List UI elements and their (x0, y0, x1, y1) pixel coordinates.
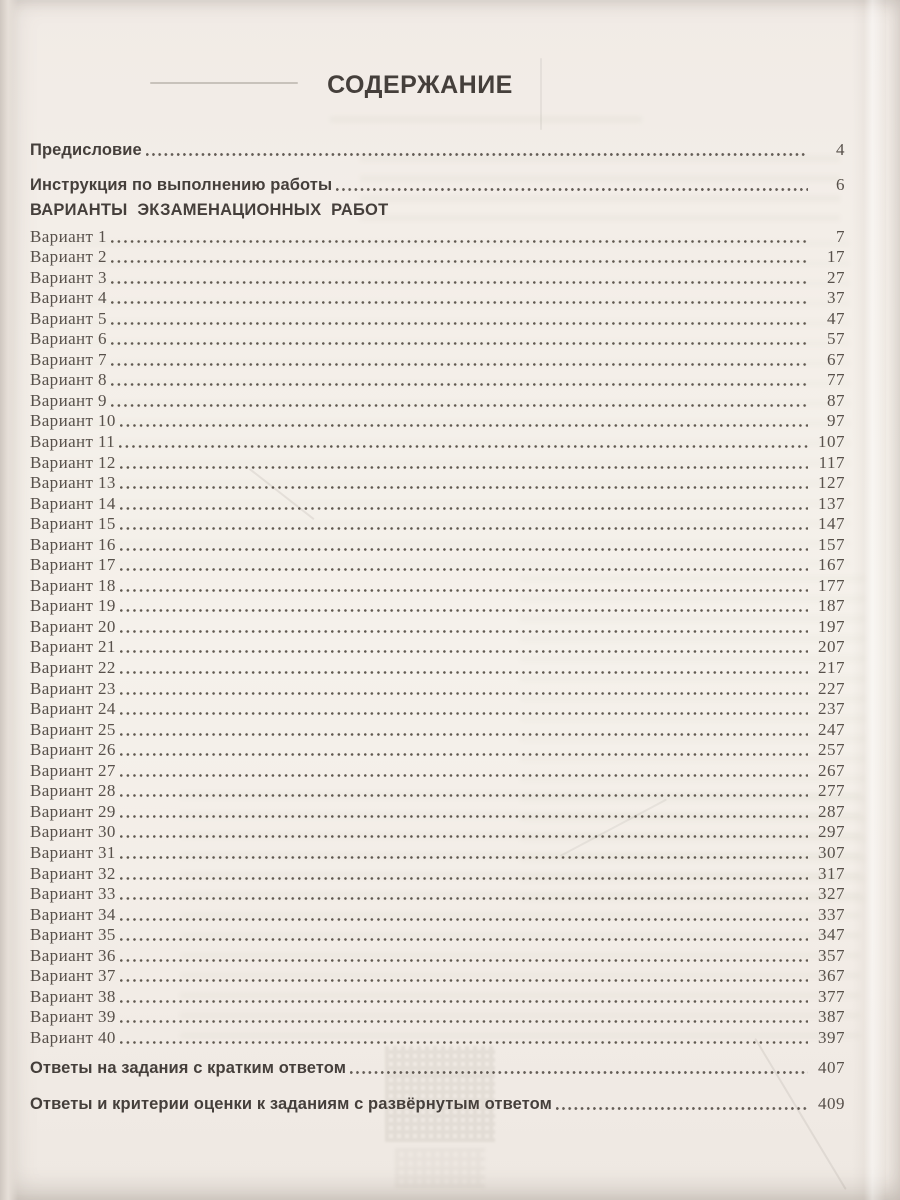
toc-row (30, 657, 845, 678)
toc-entry-label: Вариант 11 (30, 432, 116, 452)
toc-row (30, 678, 845, 699)
dot-leader (120, 692, 808, 695)
toc-entry-label: Вариант 5 (30, 308, 107, 328)
toc-entry-label: Ответы и критерии оценки к заданиям с развёрнутым ответом (30, 1095, 552, 1113)
toc-page-number: 347 (818, 925, 845, 945)
toc-row (30, 555, 845, 576)
toc-entry-label: Вариант 38 (30, 986, 116, 1006)
toc-row (30, 431, 845, 452)
toc-entry-label: Вариант 2 (30, 247, 107, 267)
toc-answers-section (30, 1057, 845, 1129)
toc-entry-label: Вариант 23 (30, 678, 116, 698)
toc-entry-label: Вариант 25 (30, 719, 116, 739)
bleed-through-qr-code (395, 1148, 485, 1188)
toc-page-number: 237 (818, 699, 845, 719)
toc-page-number: 367 (818, 966, 845, 986)
toc-entry-label: Предисловие (30, 141, 142, 159)
toc-row (30, 1027, 845, 1048)
toc-page-number: 37 (827, 288, 845, 308)
toc-row (30, 925, 845, 946)
toc-row (30, 801, 845, 822)
toc-entry-label: Вариант 39 (30, 1007, 116, 1027)
dot-leader (120, 486, 808, 489)
toc-page-number: 7 (836, 226, 845, 246)
dot-leader (120, 979, 808, 982)
dot-leader (111, 281, 808, 284)
toc-page-number: 67 (827, 349, 845, 369)
dot-leader (556, 1107, 808, 1110)
toc-entry-label: Вариант 6 (30, 329, 107, 349)
toc-entry-label: Вариант 18 (30, 575, 116, 595)
dot-leader (120, 609, 808, 612)
dot-leader (120, 794, 808, 797)
dot-leader (111, 363, 808, 366)
toc-page-number: 317 (818, 863, 845, 883)
toc-entry-label: Вариант 33 (30, 884, 116, 904)
toc-entry-label: Вариант 7 (30, 349, 107, 369)
toc-entry-label: Вариант 19 (30, 596, 116, 616)
toc-entry-label: Вариант 28 (30, 781, 116, 801)
toc-row (30, 329, 845, 350)
toc-page-number: 247 (818, 719, 845, 739)
toc-page-number: 307 (818, 842, 845, 862)
toc-front-section (30, 139, 845, 209)
toc-page-number: 117 (818, 452, 845, 472)
dot-leader (120, 630, 808, 633)
toc-entry-label: Вариант 35 (30, 925, 116, 945)
dot-leader (111, 404, 808, 407)
toc-page-number: 357 (818, 945, 845, 965)
toc-row (30, 945, 845, 966)
dot-leader (120, 589, 808, 592)
toc-entry-label: Вариант 32 (30, 863, 116, 883)
toc-page-number: 377 (818, 986, 845, 1006)
toc-row (30, 1057, 845, 1078)
toc-row (30, 308, 845, 329)
toc-entry-label: Вариант 10 (30, 411, 116, 431)
dot-leader (120, 835, 808, 838)
toc-entry-label: Вариант 34 (30, 904, 116, 924)
toc-row (30, 534, 845, 555)
toc-page-number: 137 (818, 493, 845, 513)
toc-page-number: 167 (818, 555, 845, 575)
toc-row (30, 514, 845, 535)
toc-page-number: 217 (818, 658, 845, 678)
toc-row (30, 904, 845, 925)
dot-leader (111, 301, 808, 304)
toc-entry-label: Вариант 29 (30, 801, 116, 821)
toc-entry-label: Ответы на задания с кратким ответом (30, 1059, 347, 1077)
toc-row (30, 452, 845, 473)
toc-entry-label: Вариант 9 (30, 390, 107, 410)
toc-row (30, 1007, 845, 1028)
toc-page-number: 57 (827, 329, 845, 349)
toc-page-number: 4 (836, 140, 845, 159)
dot-leader (120, 527, 808, 530)
dot-leader (111, 260, 808, 263)
toc-row (30, 370, 845, 391)
toc-page-number: 207 (818, 637, 845, 657)
toc-entry-label: Вариант 24 (30, 699, 116, 719)
toc-entry-label: Вариант 13 (30, 473, 116, 493)
dot-leader (111, 342, 808, 345)
toc-entry-label: Вариант 36 (30, 945, 116, 965)
dot-leader (120, 548, 808, 551)
toc-row (30, 473, 845, 494)
toc-page-number: 27 (827, 267, 845, 287)
dot-leader (336, 188, 808, 191)
toc-row (30, 884, 845, 905)
toc-entry-label: Вариант 20 (30, 616, 116, 636)
toc-row (30, 842, 845, 863)
dot-leader (120, 918, 808, 921)
toc-page-number: 47 (827, 308, 845, 328)
toc-row (30, 390, 845, 411)
dot-leader (120, 1000, 808, 1003)
toc-row (30, 174, 845, 195)
toc-page-number: 127 (818, 473, 845, 493)
toc-entry-label: Вариант 12 (30, 452, 116, 472)
toc-page-number: 287 (818, 801, 845, 821)
toc-row (30, 760, 845, 781)
toc-row (30, 267, 845, 288)
toc-entry-label: Вариант 16 (30, 534, 116, 554)
dot-leader (146, 153, 808, 156)
toc-entry-label: Инструкция по выполнению работы (30, 176, 333, 194)
toc-page-number: 6 (836, 175, 845, 194)
dot-leader (120, 877, 808, 880)
dot-leader (120, 568, 808, 571)
toc-page-number: 387 (818, 1007, 845, 1027)
dot-leader (120, 815, 808, 818)
section-header-exam-variants: ВАРИАНТЫ ЭКЗАМЕНАЦИОННЫХ РАБОТ (30, 201, 389, 219)
dot-leader (120, 712, 808, 715)
dot-leader (119, 445, 808, 448)
dot-leader (120, 959, 808, 962)
toc-page-number: 197 (818, 616, 845, 636)
page-title: СОДЕРЖАНИЕ (327, 71, 513, 99)
toc-entry-label: Вариант 21 (30, 637, 116, 657)
dot-leader (111, 240, 808, 243)
toc-row (30, 349, 845, 370)
toc-entry-label: Вариант 3 (30, 267, 107, 287)
toc-row (30, 493, 845, 514)
toc-page-number: 17 (827, 247, 845, 267)
bleed-through-ghost (330, 116, 642, 132)
dot-leader (120, 650, 808, 653)
toc-entry-label: Вариант 40 (30, 1027, 116, 1047)
dot-leader (120, 1041, 808, 1044)
toc-entry-label: Вариант 26 (30, 740, 116, 760)
toc-page-number: 397 (818, 1027, 845, 1047)
page-edge-shadow (0, 0, 18, 1200)
toc-page-number: 107 (818, 432, 845, 452)
toc-row (30, 247, 845, 268)
toc-page-number: 157 (818, 534, 845, 554)
toc-entry-label: Вариант 14 (30, 493, 116, 513)
toc-page-number: 409 (818, 1094, 845, 1113)
toc-page-number: 277 (818, 781, 845, 801)
dot-leader (111, 322, 808, 325)
dot-leader (350, 1071, 808, 1074)
toc-page-number: 407 (818, 1058, 845, 1077)
toc-page-number: 337 (818, 904, 845, 924)
dot-leader (120, 671, 808, 674)
dot-leader (120, 897, 808, 900)
toc-page-number: 77 (827, 370, 845, 390)
toc-entry-label: Вариант 31 (30, 842, 116, 862)
toc-entry-label: Вариант 22 (30, 658, 116, 678)
dot-leader (120, 856, 808, 859)
page-fold-crease (852, 0, 886, 1200)
toc-row (30, 596, 845, 617)
dot-leader (120, 424, 808, 427)
toc-entry-label: Вариант 17 (30, 555, 116, 575)
toc-row (30, 822, 845, 843)
toc-page-number: 187 (818, 596, 845, 616)
toc-entry-label: Вариант 1 (30, 226, 107, 246)
toc-page-number: 177 (818, 575, 845, 595)
toc-row (30, 288, 845, 309)
toc-row (30, 226, 845, 247)
toc-page-number: 257 (818, 740, 845, 760)
dot-leader (120, 733, 808, 736)
toc-row (30, 719, 845, 740)
toc-page-number: 87 (827, 390, 845, 410)
toc-row (30, 616, 845, 637)
toc-entry-label: Вариант 27 (30, 760, 116, 780)
toc-page-number: 327 (818, 884, 845, 904)
toc-row (30, 781, 845, 802)
dot-leader (120, 774, 808, 777)
toc-row (30, 637, 845, 658)
toc-row (30, 139, 845, 160)
toc-variants-list (30, 226, 845, 1048)
toc-entry-label: Вариант 30 (30, 822, 116, 842)
toc-row (30, 986, 845, 1007)
toc-page-number: 297 (818, 822, 845, 842)
toc-entry-label: Вариант 4 (30, 288, 107, 308)
toc-row (30, 575, 845, 596)
toc-page-number: 97 (827, 411, 845, 431)
toc-entry-label: Вариант 15 (30, 514, 116, 534)
toc-entry-label: Вариант 8 (30, 370, 107, 390)
toc-page-number: 147 (818, 514, 845, 534)
toc-row (30, 411, 845, 432)
toc-page-number: 267 (818, 760, 845, 780)
toc-page-number: 227 (818, 678, 845, 698)
toc-row (30, 740, 845, 761)
dot-leader (111, 383, 808, 386)
dot-leader (120, 507, 808, 510)
toc-row (30, 699, 845, 720)
toc-entry-label: Вариант 37 (30, 966, 116, 986)
dot-leader (120, 753, 808, 756)
dot-leader (120, 1020, 808, 1023)
toc-row (30, 1093, 845, 1114)
toc-row (30, 966, 845, 987)
dot-leader (120, 938, 808, 941)
dot-leader (120, 466, 808, 469)
toc-row (30, 863, 845, 884)
